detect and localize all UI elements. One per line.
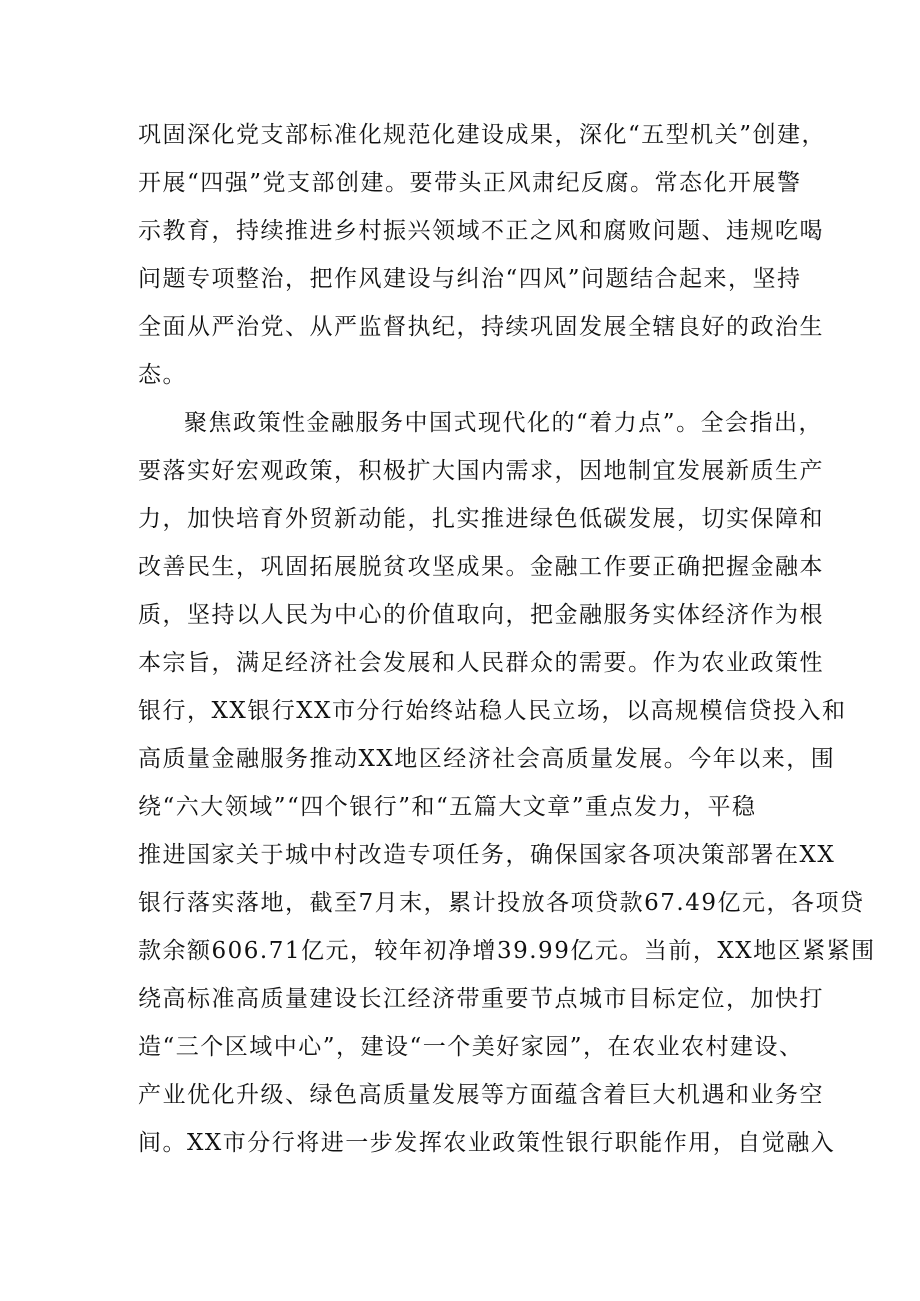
paragraph-financial-services <box>138 399 876 1167</box>
text-line: 要落实好宏观政策，积极扩大国内需求，因地制宜发展新质生产 <box>138 458 824 484</box>
text-line: 改善民生，巩固拓展脱贫攻坚成果。金融工作要正确把握金融本 <box>138 554 824 580</box>
text-line: 银行落实落地，截至7月末，累计投放各项贷款67.49亿元，各项贷 <box>138 890 865 916</box>
text-line: 绕“六大领域”“四个银行”和“五篇大文章”重点发力，平稳 <box>138 794 757 820</box>
text-line: 绕高标准高质量建设长江经济带重要节点城市目标定位，加快打 <box>138 986 824 1012</box>
text-line: 质，坚持以人民为中心的价值取向，把金融服务实体经济作为根 <box>138 602 824 628</box>
text-line: 聚焦政策性金融服务中国式现代化的“着力点”。全会指出， <box>184 410 824 436</box>
text-line: 全面从严治党、从严监督执纪，持续巩固发展全辖良好的政治生 <box>138 314 824 340</box>
text-line: 产业优化升级、绿色高质量发展等方面蕴含着巨大机遇和业务空 <box>138 1082 824 1108</box>
text-line: 力，加快培育外贸新动能，扎实推进绿色低碳发展，切实保障和 <box>138 506 824 532</box>
text-line: 态。 <box>138 362 187 388</box>
text-line: 款余额606.71亿元，较年初净增39.99亿元。当前，XX地区紧紧围 <box>138 938 876 964</box>
text-line: 开展“四强”党支部创建。要带头正风肃纪反腐。常态化开展警 <box>138 170 802 196</box>
text-line: 银行，XX银行XX市分行始终站稳人民立场，以高规模信贷投入和 <box>138 698 847 724</box>
paragraph-party-building <box>138 111 827 399</box>
text-line: 本宗旨，满足经济社会发展和人民群众的需要。作为农业政策性 <box>138 650 824 676</box>
text-line: 问题专项整治，把作风建设与纠治“四风”问题结合起来，坚持 <box>138 266 802 292</box>
text-line: 巩固深化党支部标准化规范化建设成果，深化“五型机关”创建， <box>138 122 827 148</box>
text-line: 推进国家关于城中村改造专项任务，确保国家各项决策部署在XX <box>138 842 836 868</box>
text-line: 间。XX市分行将进一步发挥农业政策性银行职能作用，自觉融入 <box>138 1130 836 1156</box>
text-line: 示教育，持续推进乡村振兴领域不正之风和腐败问题、违规吃喝 <box>138 218 824 244</box>
text-line: 造“三个区域中心”，建设“一个美好家园”，在农业农村建设、 <box>138 1034 804 1060</box>
text-line: 高质量金融服务推动XX地区经济社会高质量发展。今年以来，围 <box>138 746 836 772</box>
